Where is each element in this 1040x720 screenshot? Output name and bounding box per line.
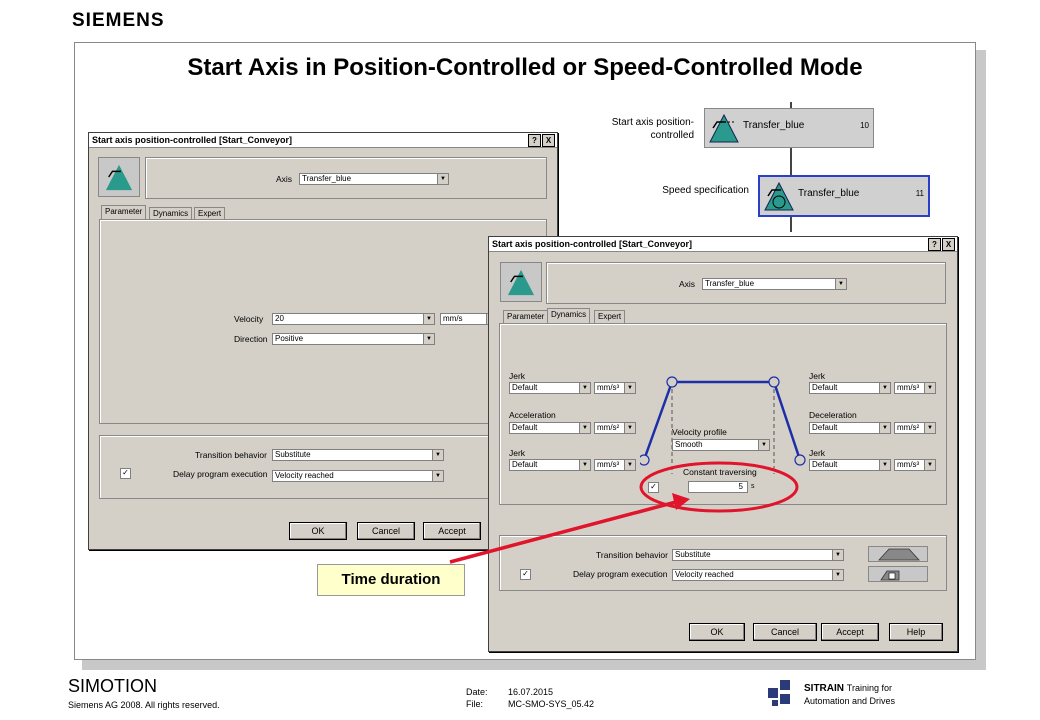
sitrain-text [804, 682, 895, 708]
dialog2-tab-dynamics[interactable]: Dynamics [547, 308, 590, 323]
sitrain-bold: SITRAIN [804, 683, 844, 694]
dialog1-delay-checkbox[interactable]: ✓ [120, 468, 131, 479]
sitrain-logo-icon [766, 678, 796, 708]
dialog1-tab-expert[interactable]: Expert [194, 207, 225, 220]
dialog2-tab-parameter[interactable]: Parameter [503, 310, 548, 323]
dialog1-direction-select[interactable]: Positive ▼ [272, 333, 435, 345]
dialog2-jerk3-unit[interactable]: mm/s³ ▼ [894, 382, 936, 394]
dialog2-delay-label: Delay program execution [573, 569, 668, 579]
dialog2-constant-traversing-label: Constant traversing [683, 467, 757, 477]
dialog2-accept-button[interactable]: Accept [821, 623, 879, 641]
dialog1-help-button[interactable]: ? [528, 134, 541, 147]
sitrain-rest: Training for [846, 683, 892, 693]
dialog2-jerk1-label: Jerk [509, 371, 526, 381]
dialog1-close-button[interactable]: X [542, 134, 555, 147]
footer-copyright: Siemens AG 2008. All rights reserved. [68, 700, 220, 710]
flow-step2-label: Speed specification [662, 185, 749, 196]
dialog2-transition-label: Transition behavior [596, 550, 668, 560]
dialog2-jerk1-select[interactable]: Default ▼ [509, 382, 591, 394]
dialog2-transition-select[interactable]: Substitute ▼ [672, 549, 844, 561]
dialog2-axis-label: Axis [679, 279, 696, 289]
dialog2-jerk2-select[interactable]: Default ▼ [509, 459, 591, 471]
flow-step1-number: 10 [860, 121, 869, 130]
dialog2-accel-label: Acceleration [509, 410, 556, 420]
dialog2-ok-button[interactable]: OK [689, 623, 745, 641]
footer-file-value: MC-SMO-SYS_05.42 [508, 699, 595, 709]
dialog2-jerk3-select[interactable]: Default ▼ [809, 382, 891, 394]
dialog2-titlebar: Start axis position-controlled [Start_Conveyor] [489, 237, 957, 252]
dialog2-close-button[interactable]: X [942, 238, 955, 251]
dialog1-tab-dynamics[interactable]: Dynamics [149, 207, 192, 220]
flow-step1-axis: Transfer_blue [743, 120, 805, 131]
dialog2-constant-traversing-checkbox[interactable]: ✓ [648, 482, 659, 493]
dialog1-velocity-input[interactable]: 20 ▼ [272, 313, 435, 325]
flow-step2-axis: Transfer_blue [798, 188, 860, 199]
dialog2-axis-select[interactable]: Transfer_blue ▼ [702, 278, 847, 290]
flow-step2-number: 11 [915, 189, 924, 198]
dialog1-titlebar: Start axis position-controlled [Start_Conveyor] [89, 133, 557, 148]
dialog2-cancel-button[interactable]: Cancel [753, 623, 817, 641]
dialog2-accel-select[interactable]: Default ▼ [509, 422, 591, 434]
flow-step1-label: Start axis position-controlled [611, 117, 694, 141]
dialog2-help-button-bottom[interactable]: Help [889, 623, 943, 641]
dialog2-help-button[interactable]: ? [928, 238, 941, 251]
dialog2-jerk3-label: Jerk [809, 371, 826, 381]
dialog2-jerk1-unit[interactable]: mm/s³ ▼ [594, 382, 636, 394]
dialog2-decel-unit[interactable]: mm/s² ▼ [894, 422, 936, 434]
dialog2-accel-unit[interactable]: mm/s² ▼ [594, 422, 636, 434]
dialog1-velocity-unit[interactable]: mm/s [440, 313, 498, 325]
dialog2-decel-select[interactable]: Default ▼ [809, 422, 891, 434]
dialog1-axis-select[interactable]: Transfer_blue ▼ [299, 173, 449, 185]
callout-arrow [450, 502, 676, 562]
dialog2-constant-traversing-input[interactable]: 5 [688, 481, 748, 493]
siemens-logo: SIEMENS [72, 10, 165, 31]
dialog2-jerk4-select[interactable]: Default ▼ [809, 459, 891, 471]
dialog2-delay-select[interactable]: Velocity reached ▼ [672, 569, 844, 581]
footer-file-label: File: [466, 699, 484, 709]
dialog1-delay-select[interactable]: Velocity reached ▼ [272, 470, 444, 482]
dialog2-tab-expert[interactable]: Expert [594, 310, 625, 323]
dialog2-jerk2-label: Jerk [509, 448, 526, 458]
dialog2-decel-label: Deceleration [809, 410, 857, 420]
dialog2-velocity-profile-select[interactable]: Smooth ▼ [672, 439, 770, 451]
sitrain-line2: Automation and Drives [804, 696, 896, 706]
dialog2-velocity-profile-label: Velocity profile [672, 427, 727, 437]
dialog1-delay-label: Delay program execution [173, 469, 268, 479]
time-duration-callout: Time duration [317, 564, 465, 596]
dialog2-constant-traversing-unit: s [751, 483, 755, 490]
dialog1-axis-label: Axis [276, 174, 293, 184]
footer-date-value: 16.07.2015 [508, 687, 554, 697]
dialog1-transition-label: Transition behavior [195, 450, 267, 460]
footer-date-label: Date: [466, 687, 488, 697]
dialog1-velocity-label: Velocity [234, 314, 264, 324]
dialog1-ok-button[interactable]: OK [289, 522, 347, 540]
dialog1-direction-label: Direction [234, 334, 268, 344]
dialog2-jerk2-unit[interactable]: mm/s³ ▼ [594, 459, 636, 471]
dialog2-jerk4-label: Jerk [809, 448, 826, 458]
dialog1-cancel-button[interactable]: Cancel [357, 522, 415, 540]
dialog1-tab-parameter[interactable]: Parameter [101, 205, 146, 220]
dialog1-transition-select[interactable]: Substitute ▼ [272, 449, 444, 461]
dialog2-jerk4-unit[interactable]: mm/s³ ▼ [894, 459, 936, 471]
dialog1-accept-button[interactable]: Accept [423, 522, 481, 540]
slide-title: Start Axis in Position-Controlled or Speed-Controlled Mode [187, 54, 863, 81]
dialog2-delay-checkbox[interactable]: ✓ [520, 569, 531, 580]
footer-product: SIMOTION [68, 676, 157, 696]
